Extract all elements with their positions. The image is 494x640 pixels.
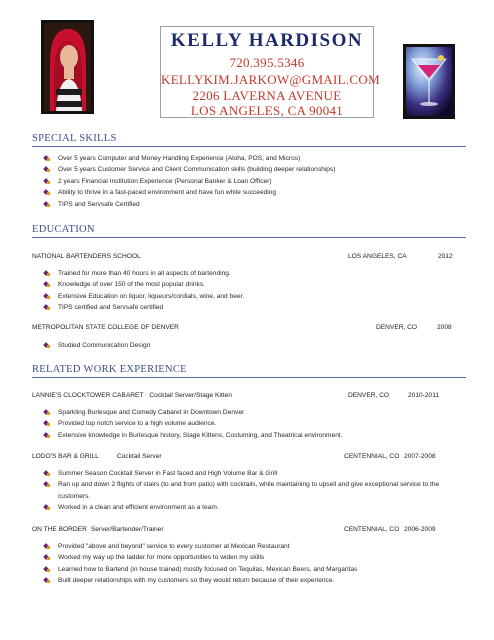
- job-role: Cocktail Server/Stage Kitten: [149, 392, 232, 399]
- bullet-icon: [44, 343, 50, 349]
- bullet-icon: [44, 282, 50, 288]
- list-item: Knowledge of over 150 of the most popular drinks.: [44, 279, 244, 290]
- city-address: LOS ANGELES, CA 90041: [190, 103, 344, 118]
- list-item: Provided "above and beyond" service to every customer at Mexican Restaurant: [44, 541, 357, 552]
- list-item: Summer Season Cocktail Server in Fast faced and High Volume Bar & Grill: [44, 468, 448, 479]
- list-item: Worked my way up the ladder for more opportunities to widen my skills: [44, 552, 357, 563]
- bullet-icon: [44, 202, 50, 208]
- list-item: TIPS certified and Servsafe certified: [44, 302, 244, 313]
- bullet-icon: [44, 167, 50, 173]
- job-duties-list: [44, 407, 343, 441]
- list-item: Over 5 years Computer and Money Handling Experience (Aloha, POS, and Micros): [44, 153, 335, 164]
- job-years: 2006-2009: [404, 526, 436, 533]
- cocktail-glass-image: [406, 47, 452, 116]
- bullet-icon: [44, 179, 50, 185]
- job-duties-list: [44, 541, 357, 587]
- school-year: 2008: [437, 324, 452, 331]
- street-address: 2206 LAVERNA AVENUE: [192, 88, 342, 103]
- job-role: Cocktail Server: [116, 453, 162, 460]
- cocktail-photo: [403, 44, 455, 119]
- list-item: Provided top notch service to a high volume audience.: [44, 418, 343, 429]
- list-item: Worked in a clean and efficient environment as a team.: [44, 502, 448, 513]
- candidate-name: KELLY HARDISON: [170, 30, 364, 51]
- school-location: DENVER, CO: [376, 324, 418, 331]
- section-title-work: RELATED WORK EXPERIENCE: [32, 364, 187, 375]
- section-rule: [32, 146, 466, 147]
- employer-name: LODO'S BAR & GRILL: [32, 453, 99, 460]
- bullet-icon: [44, 156, 50, 162]
- list-item: Extensive Education on liquor, liqueurs/cordials, wine, and beer.: [44, 291, 244, 302]
- list-item: Ran up and down 2 flights of stairs (to and from patio) with cocktails, while maintaining to upsell and give exceptional service to the customers.: [44, 479, 448, 502]
- section-rule: [32, 377, 466, 378]
- portrait-image: [44, 23, 91, 111]
- phone-number: 720.395.5346: [229, 55, 305, 70]
- job-years: 2010-2011: [408, 392, 440, 399]
- education-list: [44, 340, 150, 351]
- email-address: KELLYKIM.JARKOW@GMAIL.COM: [161, 72, 380, 87]
- bullet-icon: [44, 421, 50, 427]
- bullet-icon: [44, 433, 50, 439]
- bullet-icon: [44, 305, 50, 311]
- job-location: CENTENNIAL, CO: [344, 526, 400, 533]
- job-years: 2007-2008: [404, 453, 436, 460]
- contact-header: [160, 26, 380, 118]
- bullet-icon: [44, 294, 50, 300]
- employer-name: LANNIE'S CLOCKTOWER CABARET: [32, 392, 144, 399]
- bullet-icon: [44, 482, 50, 488]
- section-title-skills: SPECIAL SKILLS: [32, 133, 117, 144]
- bullet-icon: [44, 471, 50, 477]
- list-item: Built deeper relationships with my customers so they would return because of their experience.: [44, 575, 357, 586]
- bullet-icon: [44, 567, 50, 573]
- section-rule: [32, 237, 466, 238]
- list-item: Trained for more than 40 hours in all aspects of bartending.: [44, 268, 244, 279]
- section-title-education: EDUCATION: [32, 224, 95, 235]
- list-item: Ability to thrive in a fast-paced environment and have fun while succeeding: [44, 187, 335, 198]
- list-item: Learned how to Bartend (in house trained) mostly focused on Tequilas, Mexican Beers, and Margaritas: [44, 564, 357, 575]
- portrait-photo: [41, 20, 94, 114]
- bullet-icon: [44, 505, 50, 511]
- school-name: METROPOLITAN STATE COLLEGE OF DENVER: [32, 324, 179, 331]
- school-year: 2012: [438, 253, 453, 260]
- education-list: [44, 268, 244, 314]
- list-item: Extensive knowledge in Burlesque history, Stage Kittens, Costuming, and Theatrical environment.: [44, 430, 343, 441]
- school-location: LOS ANGELES, CA: [348, 253, 407, 260]
- job-location: CENTENNIAL, CO: [344, 453, 400, 460]
- bullet-icon: [44, 190, 50, 196]
- school-name: NATIONAL BARTENDERS SCHOOL: [32, 253, 141, 260]
- bullet-icon: [44, 271, 50, 277]
- bullet-icon: [44, 578, 50, 584]
- bullet-icon: [44, 555, 50, 561]
- list-item: TIPS and Servsafe Certified: [44, 199, 335, 210]
- job-role: Server/Bartender/Trainer: [90, 526, 164, 533]
- list-item: Over 5 years Customer Service and Client Communication skills (building deeper relationships): [44, 164, 335, 175]
- list-item: Sparkling Burlesque and Comedy Cabaret in Downtown Denver: [44, 407, 343, 418]
- skills-list: [44, 153, 335, 210]
- list-item: Studied Communication Design: [44, 340, 150, 351]
- list-item: 2 years Financial Institution Experience (Personal Banker & Loan Officer): [44, 176, 335, 187]
- job-duties-list: [44, 468, 448, 514]
- bullet-icon: [44, 410, 50, 416]
- employer-name: ON THE BORDER: [32, 526, 87, 533]
- job-location: DENVER, CO: [348, 392, 390, 399]
- bullet-icon: [44, 544, 50, 550]
